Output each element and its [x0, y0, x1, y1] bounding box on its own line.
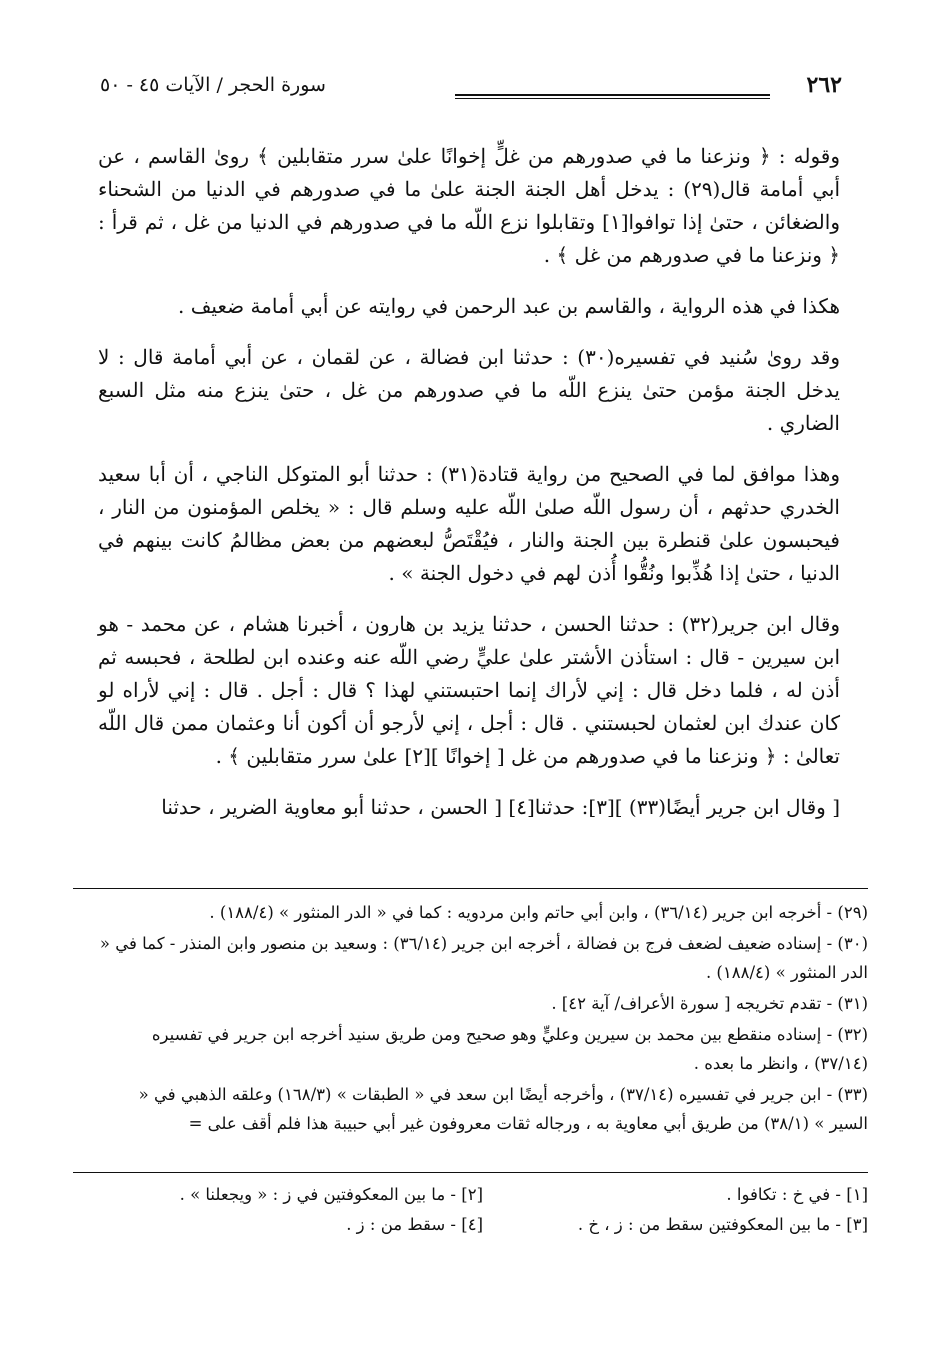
variant-note: [١] - في خ : تكافوا .: [726, 1185, 868, 1204]
variants-separator: [73, 1172, 868, 1173]
variant-note: [٢] - ما بين المعكوفتين في ز : « ويجعلنا » .: [179, 1185, 483, 1204]
header-rule: [455, 94, 770, 99]
variant-note: [٤] - سقط من : ز .: [346, 1215, 483, 1234]
footnote: (٣٣) - ابن جرير في تفسيره (٣٧/١٤) ، وأخرجه أيضًا ابن سعد في « الطبقات » (١٦٨/٣) وعلقه الذهبي في « السير » (٣٨/١) من طريق أبي معاوية به ، ورجاله ثقات معروفون غير أبي حبيبة هذا فلم أقف على =: [138, 1085, 868, 1133]
manuscript-variants: [98, 1180, 868, 1240]
footnotes: [98, 898, 868, 1140]
footnote: (٣٢) - إسناده منقطع بين محمد بن سيرين وعليٍّ وهو صحيح ومن طريق سنيد أخرجه ابن جرير في تفسيره (٣٧/١٤) ، وانظر ما بعده .: [151, 1025, 868, 1073]
variants-row: [98, 1210, 868, 1240]
page-header: [100, 72, 842, 112]
running-title: سورة الحجر / الآيات ٤٥ - ٥٠: [100, 74, 326, 96]
variants-row: [98, 1180, 868, 1210]
footnote: (٣٠) - إسناده ضعيف لضعف فرج بن فضالة ، أخرجه ابن جرير (٣٦/١٤) : وسعيد بن منصور وابن المنذر - كما في « الدر المنثور » (١٨٨/٤) .: [99, 934, 868, 982]
page-number: ٢٦٢: [806, 72, 842, 98]
main-text: [98, 140, 840, 842]
footnote: (٢٩) - أخرجه ابن جرير (٣٦/١٤) ، وابن أبي حاتم وابن مردويه : كما في « الدر المنثور » (١٨٨/٤) .: [209, 903, 868, 922]
paragraph: وقوله : ﴿ ونزعنا ما في صدورهم من غلٍّ إخوانًا علىٰ سرر متقابلين ﴾ روىٰ القاسم ، عن أبي أمامة قال(٢٩) : يدخل أهل الجنة الجنة علىٰ ما في صدورهم في الدنيا من الشحناء والضغائن ، حتىٰ إذا توافوا[١] وتقابلوا نزع اللّه ما في صدورهم في الدنيا من غل ، ثم قرأ : ﴿ ونزعنا ما في صدورهم من غل ﴾ .: [98, 144, 841, 267]
paragraph: وهذا موافق لما في الصحيح من رواية قتادة(٣١) : حدثنا أبو المتوكل الناجي ، أن أبا سعيد الخدري حدثهم ، أن رسول اللّه صلىٰ اللّه عليه وسلم قال : « يخلص المؤمنون من النار ، فيحبسون علىٰ قنطرة بين الجنة والنار ، فيُقْتَصُّ لبعضهم من بعض مظالمُ كانت بينهم في الدنيا ، حتىٰ إذا هُذِّبوا ونُقُّوا أُذن لهم في دخول الجنة » .: [98, 462, 840, 585]
footnote-separator: [73, 888, 868, 889]
paragraph: [ وقال ابن جرير أيضًا(٣٣) ][٣]: حدثنا[٤] [ الحسن ، حدثنا أبو معاوية الضرير ، حدثنا: [161, 795, 840, 819]
footnote: (٣١) - تقدم تخريجه [ سورة الأعراف/ آية ٤٢] .: [551, 994, 868, 1013]
paragraph: وقال ابن جرير(٣٢) : حدثنا الحسن ، حدثنا يزيد بن هارون ، أخبرنا هشام ، عن محمد - هو ابن سيرين - قال : استأذن الأشتر علىٰ عليٍّ رضي اللّه عنه وعنده ابن لطلحة ، فحبسه ثم أذن له ، فلما دخل قال : إني لأراك إنما احتبستني لهذا ؟ قال : أجل . قال : إني لأراه لو كان عندك ابن لعثمان لحبستني . قال : أجل ، إني لأرجو أن أكون أنا وعثمان ممن قال اللّه تعالىٰ : ﴿ ونزعنا ما في صدورهم من غل [ إخوانًا ][٢] علىٰ سرر متقابلين ﴾ .: [98, 612, 840, 768]
paragraph: هكذا في هذه الرواية ، والقاسم بن عبد الرحمن في روايته عن أبي أمامة ضعيف .: [178, 294, 840, 318]
variant-note: [٣] - ما بين المعكوفتين سقط من : ز ، خ .: [577, 1215, 868, 1234]
paragraph: وقد روىٰ سُنيد في تفسيره(٣٠) : حدثنا ابن فضالة ، عن لقمان ، عن أبي أمامة قال : لا يدخل الجنة مؤمن حتىٰ ينزع اللّه ما في صدورهم من غل ، حتىٰ ينزع منه مثل السبع الضاري .: [98, 345, 840, 435]
